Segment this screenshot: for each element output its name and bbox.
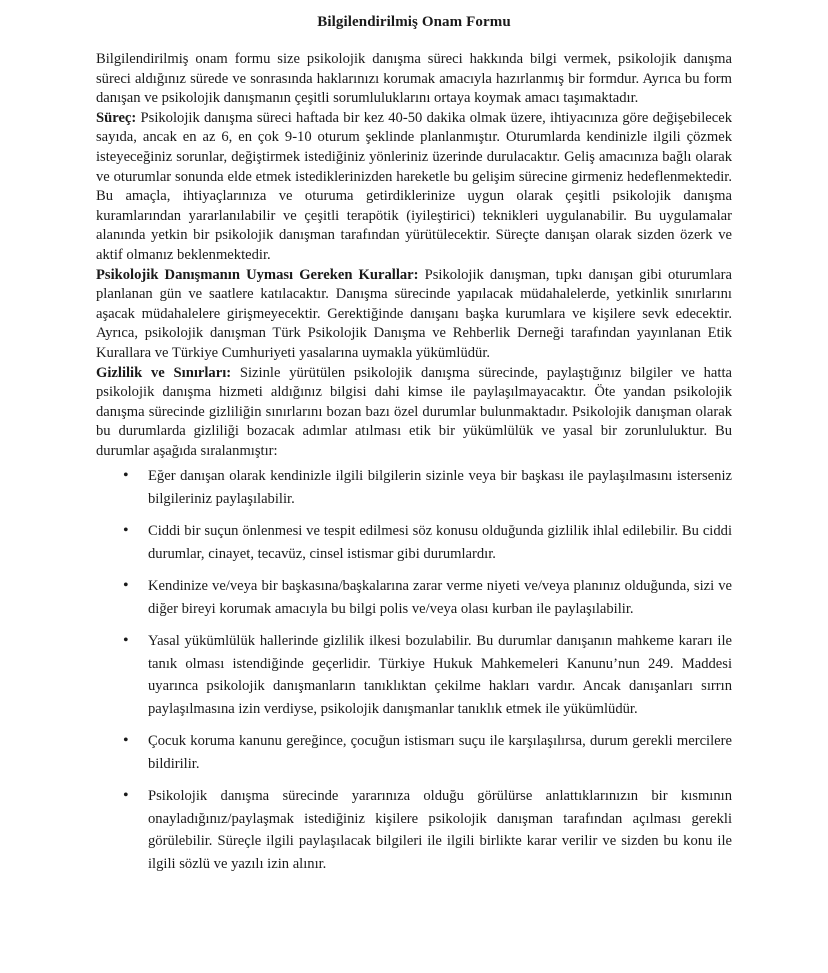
section-counselor-rules — [96, 266, 732, 364]
intro-paragraph: Bilgilendirilmiş onam formu size psikolojik danışma süreci hakkında bilgi vermek, psikolojik danışma süreci aldığınız sürede ve sonrasında haklarınızı korumak amacıyla hazırlanmış bir formdur. Ayrıca bu form danışan ve psikolojik danışmanın çeşitli sorumluluklarını ortaya koymak amacı taşımaktadır. — [96, 51, 732, 107]
list-item: • Psikolojik danışma sürecinde yararınıza olduğu görülürse anlattıklarınızın bir kısmının onayladığınız/paylaşmak istediğiniz kişilere psikolojik danışman tarafından açılması gerekli görülebilir. Süreçle ilgili paylaşılacak bilgileri ile ilgili birlikte karar verilir ve sizden bu konu ile ilgili sözlü ve yazılı izin alınır. — [148, 785, 732, 875]
section-text: Psikolojik danışma süreci haftada bir kez 40-50 dakika olmak üzere, ihtiyacınıza göre değişebilecek sayıda, ancak en az 6, en çok 9-10 oturum şeklinde planlanmıştır. Oturumlarda kendinizle ilgili çözmek isteyeceğiniz sorunlar, değiştirmek istediğiniz yönleriniz üzerinde durulacaktır. Geliş amacınıza bağlı olarak ve oturumlar sonunda elde etmek istediklerinizden hareketle bu gelişim sürecine girmeniz hedeflenmektedir. Bu amaçla, ihtiyaçlarınıza ve oturuma getirdiklerinize uygun olarak çeşitli psikolojik danışma kuramlarından yararlanılabilir ve çeşitli terapötik (iyileştirici) teknikleri uygulanabilir. Bu uygulamalar alanında yetkin bir psikolojik danışman tarafından yürütülecektir. Süreçte danışan olarak sizden özerk ve aktif olmanız beklenmektedir. — [96, 109, 732, 263]
section-heading: Gizlilik ve Sınırları: — [96, 364, 232, 381]
section-confidentiality — [96, 364, 732, 462]
list-item: • Ciddi bir suçun önlenmesi ve tespit edilmesi söz konusu olduğunda gizlilik ihlal edilebilir. Bu ciddi durumlar, cinayet, tecavüz, cinsel istismar gibi durumlardır. — [148, 520, 732, 565]
section-process — [96, 109, 732, 266]
section-heading: Süreç: — [96, 109, 137, 126]
list-item: • Kendinize ve/veya bir başkasına/başkalarına zarar verme niyeti ve/veya planınız olduğunda, sizi ve diğer bireyi korumak amacıyla bu bilgi polis ve/veya olası kurban ile paylaşılabilir. — [148, 575, 732, 620]
section-text: Sizinle yürütülen psikolojik danışma sürecinde, paylaştığınız bilgiler ve hatta psikolojik danışma hizmeti aldığınız bilgisi dahi kimse ile paylaşılmayacaktır. Öte yandan psikolojik danışma sürecinde gizliliğin sınırlarını bozan bazı özel durumlar bulunmaktadır. Psikolojik danışman olarak bu durumlarda gizliliği bozacak adımlar atılması etik bir yükümlülük ve yasal bir zorunluluktur. Bu durumlar aşağıda sıralanmıştır: — [96, 364, 732, 459]
list-item: • Yasal yükümlülük hallerinde gizlilik ilkesi bozulabilir. Bu durumlar danışanın mahkeme kararı ile tanık olması istendiğinde geçerlidir. Türkiye Hukuk Mahkemeleri Kanunu’nun 249. Maddesi uyarınca psikolojik danışmanların tanıklıktan çekilme hakları vardır. Ancak danışanları sırrın paylaşılmasına izin verdiyse, psikolojik danışmanlar tanıklık etmek ile yükümlüdür. — [148, 630, 732, 720]
confidentiality-exceptions-list — [96, 465, 732, 875]
list-item: • Eğer danışan olarak kendinizle ilgili bilgilerin sizinle veya bir başkası ile paylaşılmasını isterseniz bilgileriniz paylaşılabilir. — [148, 465, 732, 510]
document-title: Bilgilendirilmiş Onam Formu — [317, 14, 511, 30]
list-item: • Çocuk koruma kanunu gereğince, çocuğun istismarı suçu ile karşılaşılırsa, durum gerekli mercilere bildirilir. — [148, 730, 732, 775]
section-heading: Psikolojik Danışmanın Uyması Gereken Kurallar: — [96, 266, 419, 283]
section-text: Psikolojik danışman, tıpkı danışan gibi oturumlara planlanan gün ve saatlere katılacaktır. Danışma sürecinde yapılacak müdahalelerde, yetkinlik sınırlarını aşacak müdahalelere girişmeyecektir. Gerektiğinde danışanı başka kurumlara ve kişilere sevk edecektir. Ayrıca, psikolojik danışman Türk Psikolojik Danışma ve Rehberlik Derneği tarafından yayınlanan Etik Kurallara ve Türkiye Cumhuriyeti yasalarına uymakla yükümlüdür. — [96, 266, 732, 361]
